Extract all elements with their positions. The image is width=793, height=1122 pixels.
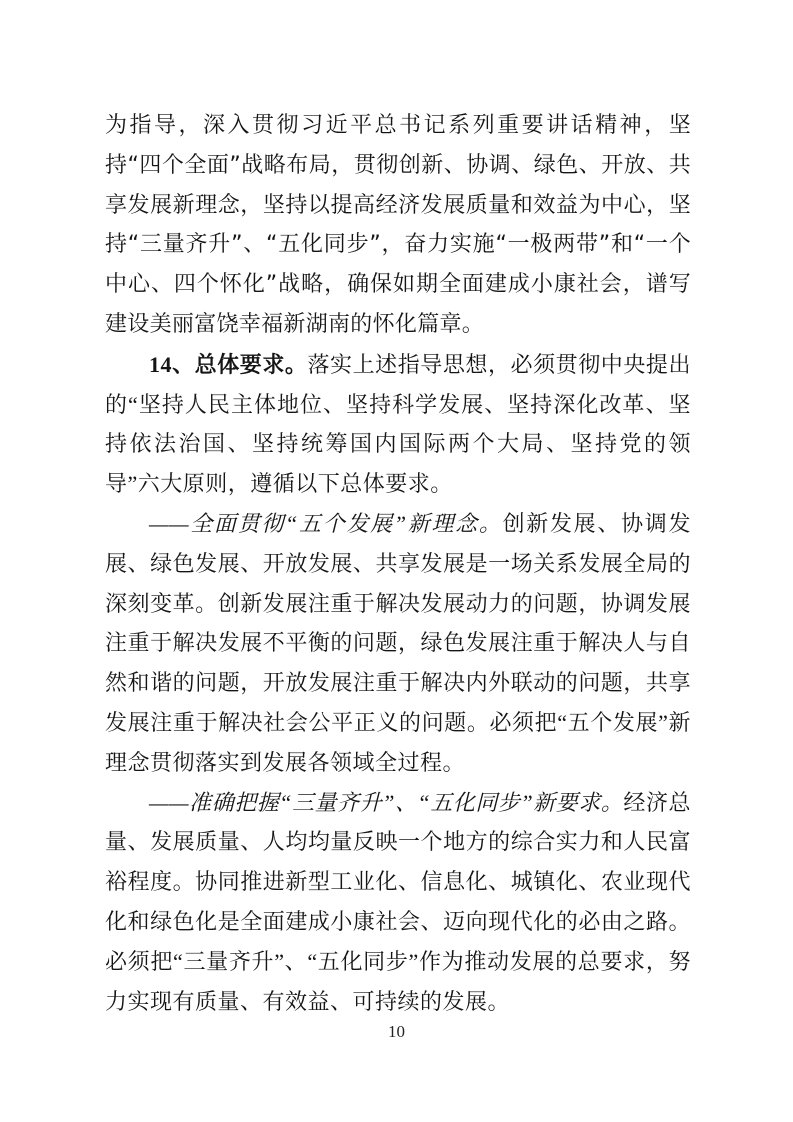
paragraph-three-quantities-body: 经济总量、发展质量、人均均量反映一个地方的综合实力和人民富裕程度。协同推进新型工业化、信息化、城镇化、农业现代化和绿色化是全面建成小康社会、迈向现代化的必由之路。必须把“三量齐升”、“五化同步”作为推动发展的总要求，努力实现有质量、有效益、可持续的发展。	[105, 789, 691, 1014]
paragraph-14-body: 落实上述指导思想，必须贯彻中央提出的“坚持人民主体地位、坚持科学发展、坚持深化改革、坚持依法治国、坚持统筹国内国际两个大局、坚持党的领导”六大原则，遵循以下总体要求。	[105, 351, 691, 497]
paragraph-continuation: 为指导，深入贯彻习近平总书记系列重要讲话精神，坚持“四个全面”战略布局，贯彻创新、协调、绿色、开放、共享发展新理念，坚持以提高经济发展质量和效益为中心，坚持“三量齐升”、“五化同步”，奋力实施“一极两带”和“一个中心、四个怀化”战略，确保如期全面建成小康社会，谱写建设美丽富饶幸福新湖南的怀化篇章。	[105, 113, 691, 337]
paragraph-five-developments-body: 创新发展、协调发展、绿色发展、开放发展、共享发展是一场关系发展全局的深刻变革。创新发展注重于解决发展动力的问题，协调发展注重于解决发展不平衡的问题，绿色发展注重于解决人与自然和谐的问题，开放发展注重于解决内外联动的问题，共享发展注重于解决社会公平正义的问题。必须把“五个发展”新理念贯彻落实到发展各领域全过程。	[105, 510, 691, 775]
paragraph-three-quantities	[105, 783, 691, 1022]
text-block	[105, 106, 691, 1021]
paragraph-three-quantities-lead: ——准确把握“三量齐升”、“五化同步”新要求。	[149, 789, 624, 815]
paragraph-14-lead: 14、总体要求。	[149, 351, 308, 377]
paragraph-five-developments	[105, 504, 691, 783]
page-number: 10	[388, 1022, 405, 1041]
paragraph-five-developments-lead: ——全面贯彻“五个发展”新理念。	[149, 510, 503, 536]
paragraph-overall-requirements	[105, 345, 691, 504]
